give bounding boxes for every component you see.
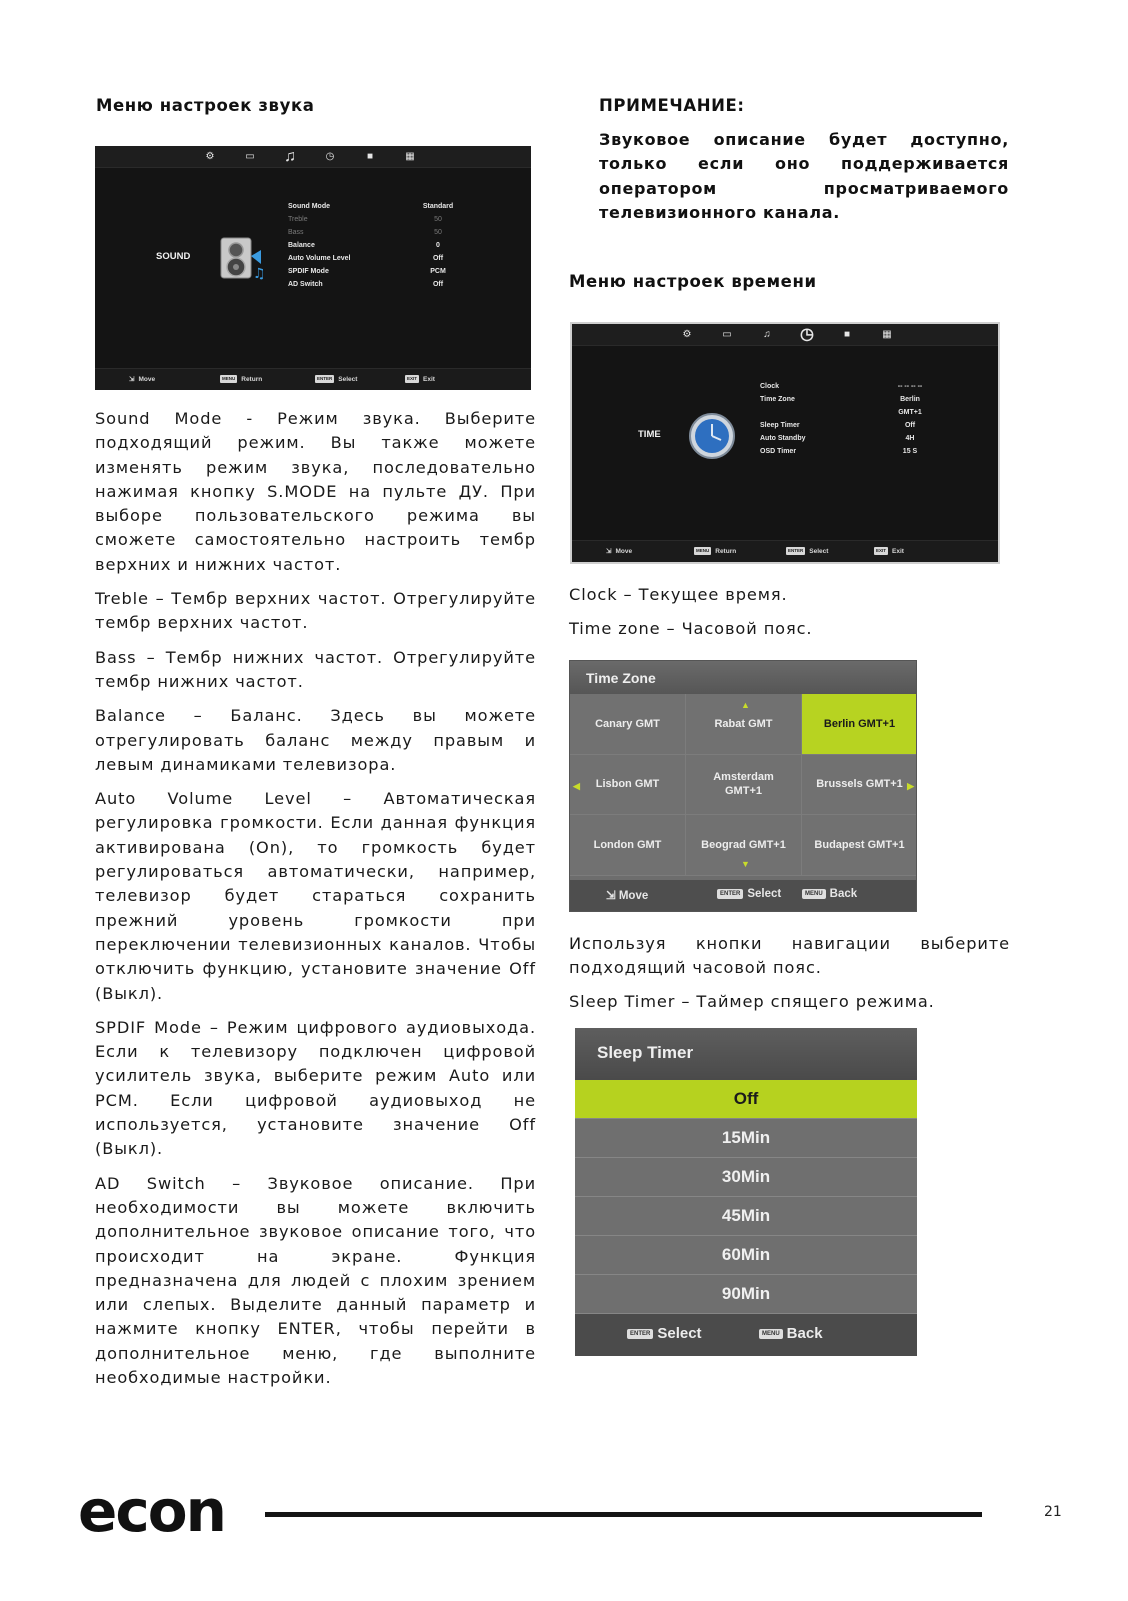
enter-key-icon: ENTER	[788, 548, 804, 553]
time-label: TIME	[638, 429, 661, 440]
exit-key-icon: EXIT	[407, 376, 418, 381]
speaker-icon	[213, 236, 265, 284]
sleep-timer-panel	[575, 1028, 917, 1356]
clock-icon[interactable]: ◷	[800, 326, 814, 343]
music-icon[interactable]: ♫	[763, 329, 771, 340]
hint-back: MENU Back	[802, 888, 857, 900]
paragraph-auto-volume: Auto Volume Level – Автоматическая регулировка громкости. Если данная функция активирована (On), то громкость будет регулироваться автоматически, например, телевизор будет стараться сохранить прежний уровень громкости при переключении телевизионных каналов. Чтобы отключить функцию, установите значение Off (Выкл).	[95, 789, 536, 1003]
sound-menu-screenshot	[95, 146, 531, 390]
timezone-option-selected[interactable]: Berlin GMT+1	[802, 694, 917, 755]
sound-settings-list	[288, 200, 460, 291]
arrow-right-icon[interactable]: ▶	[907, 780, 914, 791]
menu-key-icon: MENU	[696, 548, 710, 553]
svg-text:♫: ♫	[253, 266, 265, 282]
sleep-option[interactable]: 15Min	[575, 1119, 917, 1158]
menu-key-icon: MENU	[802, 889, 826, 899]
move-icon: ⇲	[606, 548, 612, 555]
sound-row-ad-switch[interactable]: AD Switch Off	[288, 281, 444, 288]
paragraph-sound-mode: Sound Mode - Режим звука. Выберите подходящий режим. Вы также можете изменять режим звука, последовательно нажимая кнопку S.MODE на пульте ДУ. При выборе пользовательского режима вы сможете самостоятельно настроить тембр верхних и нижних частот.	[95, 409, 536, 574]
tv-icon[interactable]: ▭	[245, 151, 255, 162]
grid-icon[interactable]: ▦	[405, 151, 415, 162]
timezone-hint-bar	[570, 880, 916, 911]
timezone-panel	[569, 660, 917, 912]
sound-menu-heading: Меню настроек звука	[96, 96, 315, 115]
timezone-description: Time zone – Часовой пояс.	[569, 619, 813, 638]
timezone-option[interactable]: Amsterdam GMT+1	[686, 755, 802, 816]
note-heading: ПРИМЕЧАНИЕ:	[599, 96, 745, 115]
sleep-hint-bar	[575, 1314, 917, 1356]
paragraph-ad-switch: AD Switch – Звуковое описание. При необходимости вы можете включить дополнительное звуковое описание того, что происходит на экране. Функция предназначена для людей с плохим зрением или слепых. Выделите данный параметр и нажмите кнопку ENTER, чтобы перейти в дополнительное меню, где выполните необходимые настройки.	[95, 1173, 536, 1387]
timezone-option[interactable]: London GMT	[570, 815, 686, 876]
tv-tab-icons	[667, 324, 907, 346]
timezone-grid	[570, 694, 917, 876]
paragraph-treble: Treble – Тембр верхних частот. Отрегулируйте тембр верхних частот.	[95, 589, 536, 633]
timezone-option[interactable]: Beograd GMT+1 ▼	[686, 815, 802, 876]
timezone-option[interactable]: Brussels GMT+1 ▶	[802, 755, 917, 816]
gear-icon[interactable]: ⚙	[205, 151, 215, 162]
menu-key-icon: MENU	[222, 376, 236, 381]
paragraph-spdif: SPDIF Mode – Режим цифрового аудиовыхода. Если к телевизору подключен цифровой усилитель звука, выберите режим Auto или PCM. Если цифровой аудиовыход не используется, установите значение Off (Выкл).	[95, 1017, 536, 1159]
arrow-left-icon[interactable]: ◀	[573, 780, 580, 791]
paragraph-bass: Bass – Тембр нижних частот. Отрегулируйте тембр нижних частот.	[95, 647, 536, 691]
sound-row-sound-mode[interactable]: Sound Mode Standard	[288, 203, 454, 210]
hint-return: MENU Return	[222, 375, 263, 383]
hint-exit: EXIT Exit	[876, 547, 904, 555]
time-row-time-zone[interactable]: Time Zone Berlin GMT+1	[760, 396, 922, 416]
menu-key-icon: MENU	[759, 1329, 783, 1339]
time-row-sleep-timer[interactable]: Sleep Timer Off	[760, 422, 916, 429]
sound-row-balance[interactable]: Balance 0	[288, 242, 440, 249]
navigation-description: Используя кнопки навигации выберите подходящий часовой пояс.	[569, 934, 1010, 978]
sound-label: SOUND	[156, 251, 191, 262]
hint-return: MENU Return	[696, 547, 737, 555]
time-row-auto-standby[interactable]: Auto Standby 4H	[760, 435, 915, 442]
tv-hint-bar	[572, 540, 998, 562]
enter-key-icon: ENTER	[717, 889, 743, 899]
hint-move: ⇲ Move	[606, 547, 633, 555]
note-body: Звуковое описание будет доступно, только если оно поддерживается оператором просматриваемого телевизионного канала.	[599, 130, 1009, 222]
hint-back: MENU Back	[759, 1325, 823, 1342]
sound-row-spdif[interactable]: SPDIF Mode PCM	[288, 268, 446, 275]
gear-icon[interactable]: ⚙	[682, 329, 692, 340]
hint-move: ⇲ Move	[129, 375, 156, 383]
sleep-timer-panel-title: Sleep Timer	[575, 1028, 917, 1080]
clock-icon[interactable]: ◷	[325, 151, 335, 162]
sleep-timer-description: Sleep Timer – Таймер спящего режима.	[569, 992, 935, 1011]
time-row-clock[interactable]: Clock -- -- -- --	[760, 383, 923, 390]
timezone-option[interactable]: Canary GMT	[570, 694, 686, 755]
time-menu-screenshot	[570, 322, 1000, 564]
move-icon: ⇲	[129, 376, 135, 383]
lock-icon[interactable]: ■	[366, 151, 374, 162]
arrow-down-icon[interactable]: ▼	[741, 859, 750, 869]
time-row-osd-timer[interactable]: OSD Timer 15 S	[760, 448, 918, 455]
sound-row-treble[interactable]: Treble 50	[288, 216, 442, 223]
timezone-option[interactable]: Rabat GMT ▲	[686, 694, 802, 755]
clock-description: Clock – Текущее время.	[569, 585, 788, 604]
sleep-option[interactable]: 45Min	[575, 1197, 917, 1236]
hint-select: ENTER Select	[717, 888, 781, 900]
hint-select: ENTER Select	[788, 547, 829, 555]
hint-move: ⇲ Move	[606, 890, 649, 902]
move-icon: ⇲	[606, 890, 619, 902]
sleep-option-selected[interactable]: Off	[575, 1080, 917, 1119]
sleep-option[interactable]: 90Min	[575, 1275, 917, 1314]
music-icon[interactable]: ♫	[284, 148, 296, 165]
timezone-panel-title: Time Zone	[570, 661, 916, 694]
tv-hint-bar	[95, 368, 531, 390]
hint-select: ENTER Select	[317, 375, 358, 383]
arrow-up-icon[interactable]: ▲	[741, 700, 750, 710]
timezone-option[interactable]: Budapest GMT+1	[802, 815, 917, 876]
tv-tab-icons	[190, 146, 430, 168]
footer-divider	[265, 1512, 982, 1517]
enter-key-icon: ENTER	[317, 376, 333, 381]
hint-exit: EXIT Exit	[407, 375, 435, 383]
clock-face-icon	[688, 412, 736, 460]
paragraph-balance: Balance – Баланс. Здесь вы можете отрегулировать баланс между правым и левым динамиками телевизора.	[95, 706, 536, 774]
time-menu-heading: Меню настроек времени	[569, 272, 817, 291]
sound-descriptions	[95, 407, 536, 1390]
time-settings-list	[760, 380, 932, 458]
sleep-option[interactable]: 30Min	[575, 1158, 917, 1197]
tv-icon[interactable]: ▭	[722, 329, 732, 340]
sleep-option[interactable]: 60Min	[575, 1236, 917, 1275]
grid-icon[interactable]: ▦	[882, 329, 892, 340]
exit-key-icon: EXIT	[876, 548, 887, 553]
lock-icon[interactable]: ■	[843, 329, 851, 340]
sound-row-bass[interactable]: Bass 50	[288, 229, 442, 236]
timezone-option[interactable]: ◀ Lisbon GMT	[570, 755, 686, 816]
sound-row-auto-volume[interactable]: Auto Volume Level Off	[288, 255, 444, 262]
enter-key-icon: ENTER	[627, 1329, 653, 1339]
econ-logo: econ	[78, 1477, 225, 1545]
hint-select: ENTER Select	[627, 1325, 702, 1342]
page-number: 21	[1044, 1504, 1062, 1520]
